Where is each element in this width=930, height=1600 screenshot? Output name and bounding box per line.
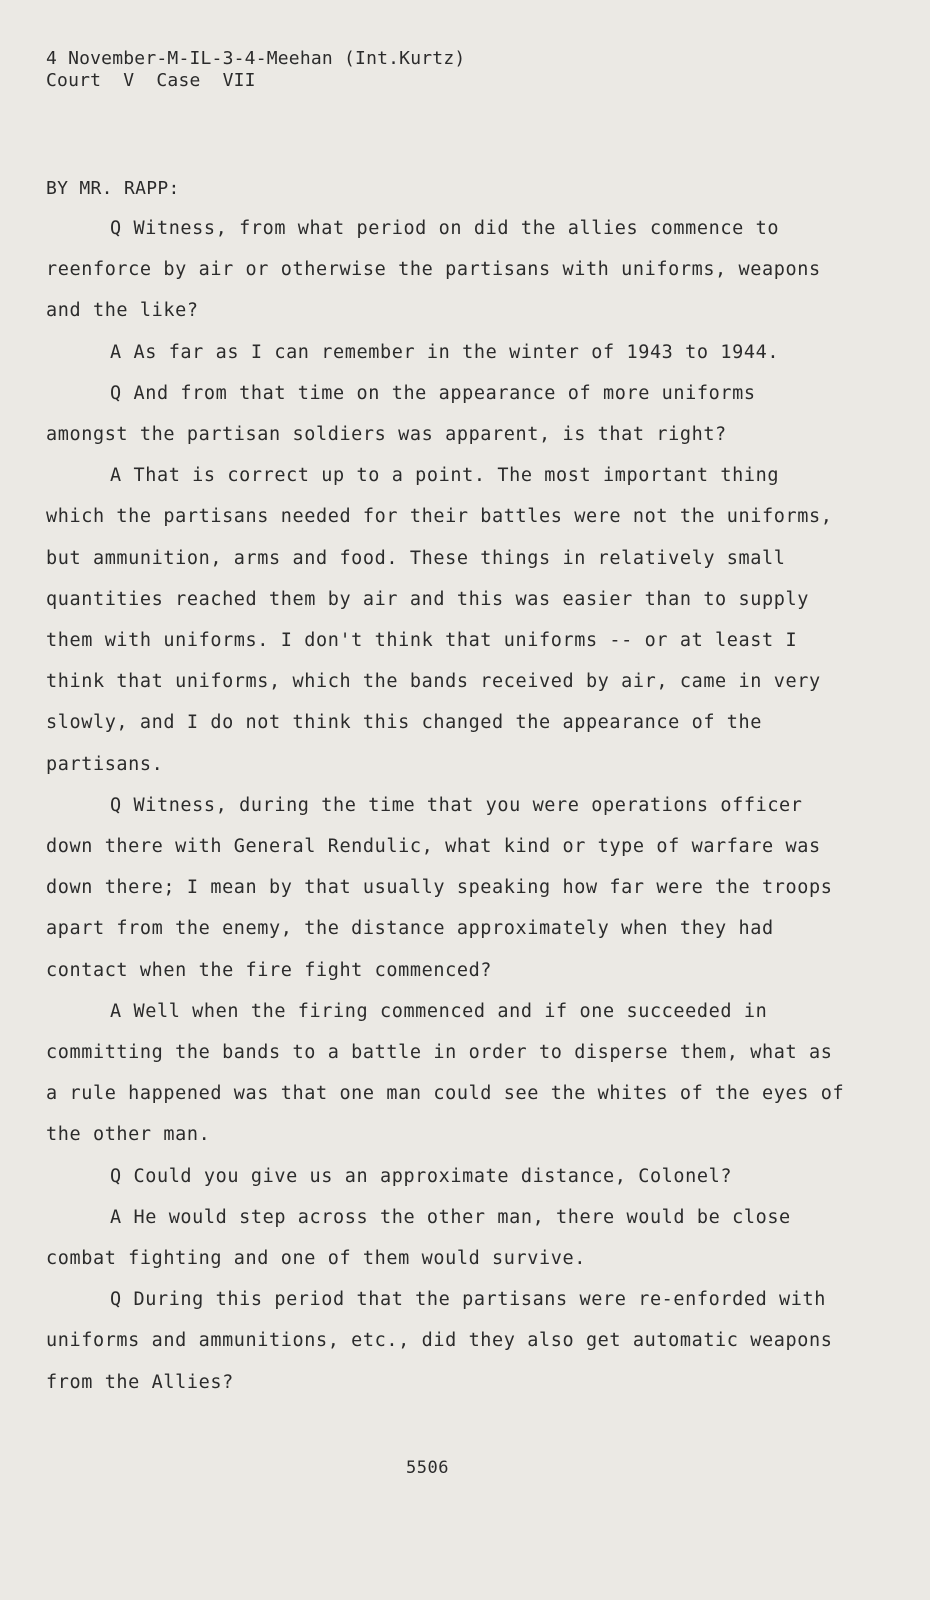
- question-paragraph: Q During this period that the partisans were re-enforded with uniforms and ammunitions, etc., did they also get automatic weapons from the Allies?: [46, 1289, 833, 1393]
- header-line-court: Court V Case VII: [46, 70, 256, 91]
- question-paragraph: Q Could you give us an approximate distance, Colonel?: [110, 1165, 733, 1187]
- examiner-label: BY MR. RAPP:: [46, 178, 180, 199]
- answer-paragraph: A He would step across the other man, there would be close combat fighting and one of them would survive.: [46, 1206, 791, 1270]
- document-header: [46, 48, 465, 92]
- transcript-body: [46, 208, 846, 1403]
- question-paragraph: Q And from that time on the appearance of more uniforms amongst the partisan soldiers was apparent, is that right?: [46, 382, 756, 446]
- answer-paragraph: A That is correct up to a point. The most important thing which the partisans needed for their battles were not the uniforms, but ammunition, arms and food. These things in relatively small quantities reached them by air and this was easier than to supply them with uniforms. I don't think that uniforms -- or at least I think that uniforms, which the bands received by air, came in very slowly, and I do not think this changed the appearance of the partisans.: [46, 465, 833, 775]
- answer-paragraph: A Well when the firing commenced and if one succeeded in committing the bands to a battle in order to disperse them, what as a rule happened was that one man could see the whites of the eyes of the other man.: [46, 1000, 845, 1146]
- page-number: 5506: [406, 1458, 449, 1478]
- header-line-date: 4 November-M-IL-3-4-Meehan (Int.Kurtz): [46, 48, 466, 69]
- question-paragraph: Q Witness, from what period on did the allies commence to reenforce by air or otherwise the partisans with uniforms, weapons and the like?: [46, 218, 821, 322]
- answer-paragraph: A As far as I can remember in the winter of 1943 to 1944.: [110, 341, 780, 363]
- question-paragraph: Q Witness, during the time that you were operations officer down there with General Rendulic, what kind or type of warfare was down there; I mean by that usually speaking how far were the troops apart from the enemy, the distance approximately when they had contact when the fire fight commenced?: [46, 794, 833, 981]
